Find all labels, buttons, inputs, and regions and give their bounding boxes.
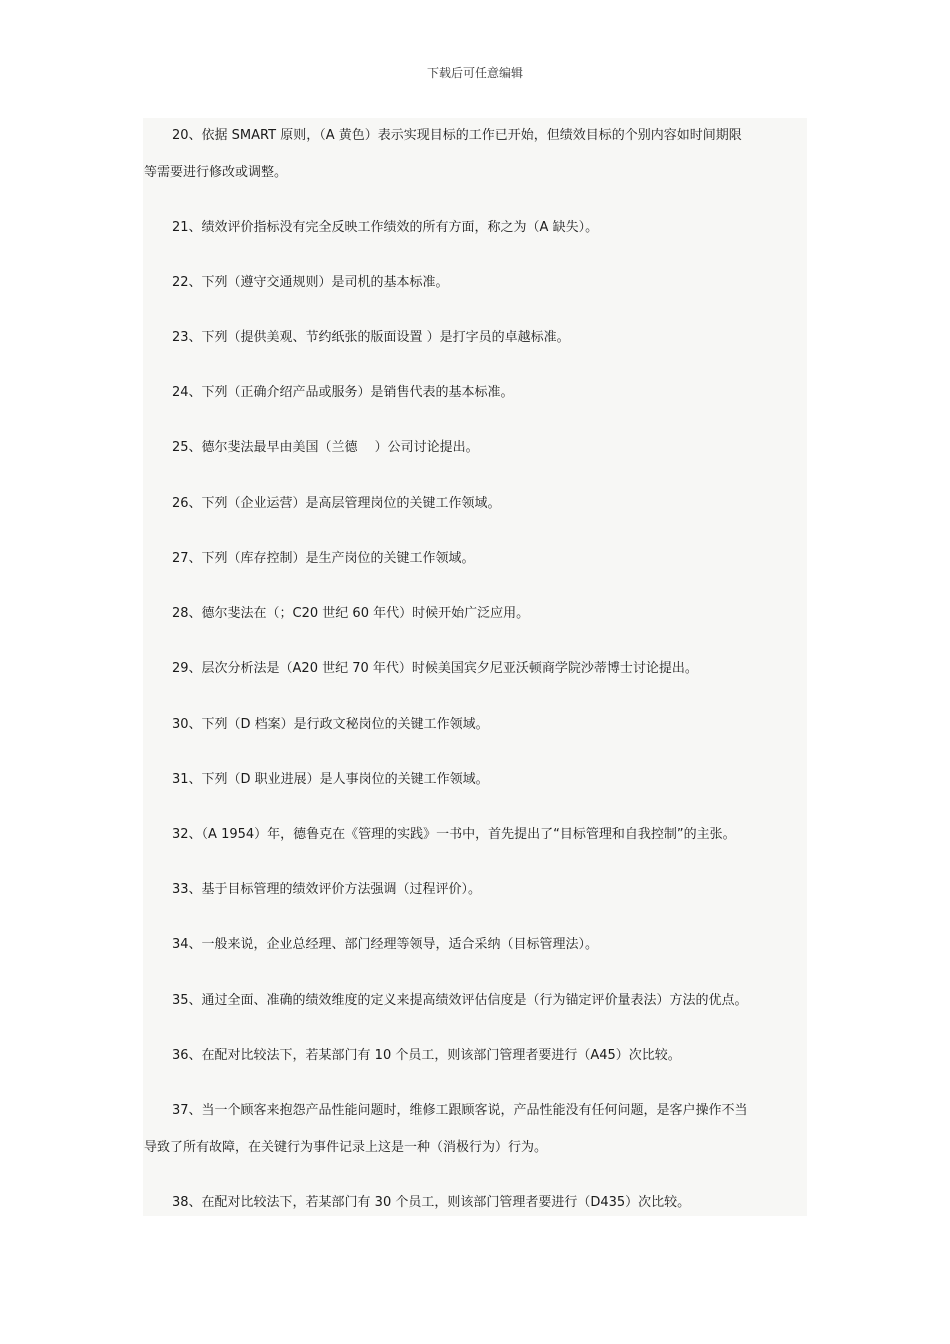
question-item [143, 935, 807, 955]
question-text: 20、依据 SMART 原则，（A 黄色）表示实现目标的工作已开始，但绩效目标的个别内容如时间期限 [172, 128, 742, 143]
question-item [143, 991, 807, 1011]
question-text: 37、当一个顾客来抱怨产品性能问题时，维修工跟顾客说，产品性能没有任何问题，是客户操作不当 [172, 1103, 748, 1118]
question-text: 38、在配对比较法下，若某部门有 30 个员工，则该部门管理者要进行（D435）次比较。 [172, 1195, 691, 1210]
question-item [143, 1193, 807, 1213]
question-text: 35、通过全面、准确的绩效维度的定义来提高绩效评估信度是（行为锚定评价量表法）方法的优点。 [172, 993, 748, 1008]
question-item [143, 825, 807, 845]
question-item [143, 328, 807, 348]
question-text: 30、下列（D 档案）是行政文秘岗位的关键工作领域。 [172, 717, 489, 732]
question-item [143, 218, 807, 238]
question-item [143, 126, 807, 183]
question-text: 26、下列（企业运营）是高层管理岗位的关键工作领域。 [172, 496, 501, 511]
question-item [143, 604, 807, 624]
question-item [143, 770, 807, 790]
question-text: 24、下列（正确介绍产品或服务）是销售代表的基本标准。 [172, 385, 514, 400]
question-text: 32、（A 1954）年，德鲁克在《管理的实践》一书中，首先提出了“目标管理和自我控制”的主张。 [172, 827, 736, 842]
question-item [143, 1101, 807, 1158]
question-text: 34、一般来说，企业总经理、部门经理等领导，适合采纳（目标管理法）。 [172, 937, 599, 952]
question-text: 36、在配对比较法下，若某部门有 10 个员工，则该部门管理者要进行（A45）次比较。 [172, 1048, 681, 1063]
question-item [143, 549, 807, 569]
question-text-continued: 导致了所有故障，在关键行为事件记录上这是一种（消极行为）行为。 [144, 1140, 548, 1155]
page-header: 下载后可任意编辑 [426, 66, 523, 80]
question-item [143, 273, 807, 293]
question-list [143, 118, 807, 1216]
question-item [143, 494, 807, 514]
question-item [143, 715, 807, 735]
question-text: 22、下列（遵守交通规则）是司机的基本标准。 [172, 275, 449, 290]
question-text: 23、下列（提供美观、节约纸张的版面设置 ）是打字员的卓越标准。 [172, 330, 570, 345]
question-text: 29、层次分析法是（A20 世纪 70 年代）时候美国宾夕尼亚沃顿商学院沙蒂博士讨论提出。 [172, 661, 698, 676]
question-text-continued: 等需要进行修改或调整。 [144, 165, 288, 180]
question-text: 25、德尔斐法最早由美国（兰德 ）公司讨论提出。 [172, 440, 479, 455]
question-item [143, 880, 807, 900]
question-text: 31、下列（D 职业进展）是人事岗位的关键工作领域。 [172, 772, 489, 787]
question-item [143, 1046, 807, 1066]
question-item [143, 659, 807, 679]
question-item [143, 438, 807, 458]
question-text: 28、德尔斐法在（；C20 世纪 60 年代）时候开始广泛应用。 [172, 606, 530, 621]
question-text: 27、下列（库存控制）是生产岗位的关键工作领域。 [172, 551, 475, 566]
question-text: 21、绩效评价指标没有完全反映工作绩效的所有方面，称之为（A 缺失）。 [172, 220, 599, 235]
question-text: 33、基于目标管理的绩效评价方法强调（过程评价）。 [172, 882, 482, 897]
question-item [143, 383, 807, 403]
